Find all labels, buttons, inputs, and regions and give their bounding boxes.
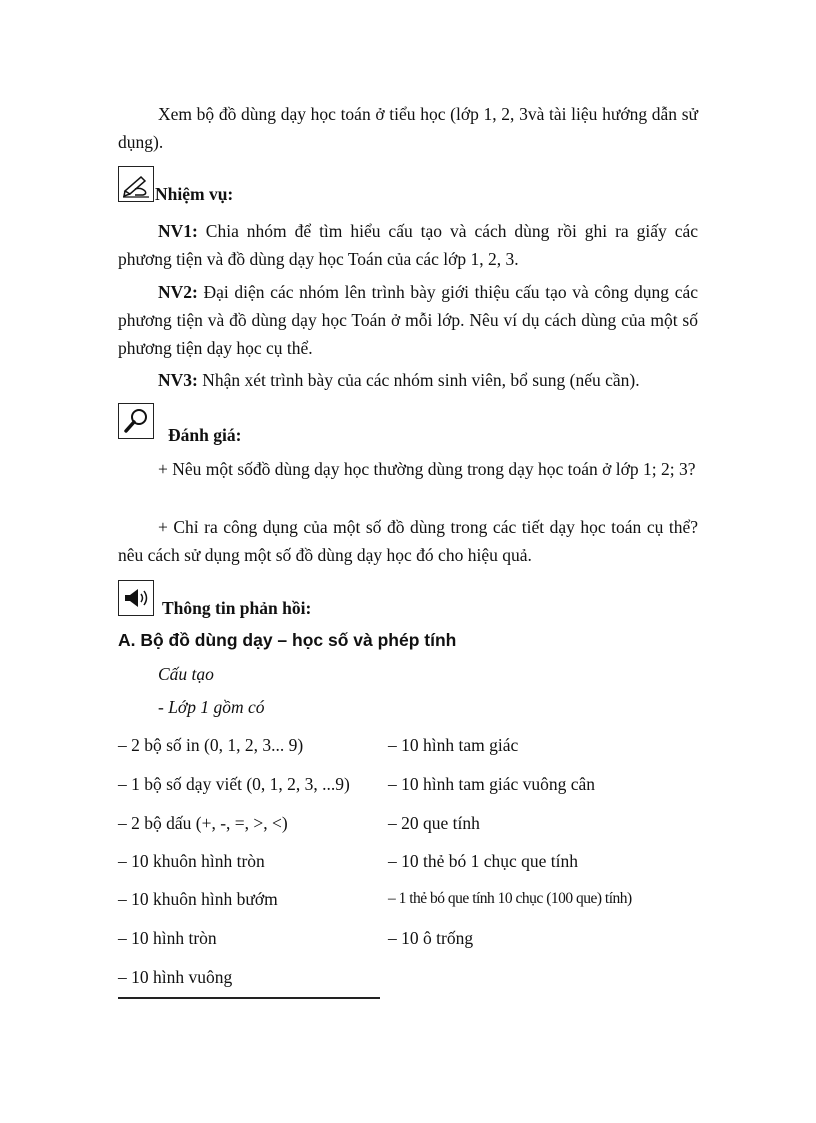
- magnifier-glyph: [121, 406, 151, 436]
- task-heading: Nhiệm vụ:: [155, 184, 234, 204]
- list-item: – 10 thẻ bó 1 chục que tính: [388, 851, 579, 871]
- list-item: – 1 bộ số dạy viết (0, 1, 2, 3, ...9): [118, 774, 350, 794]
- list-item: – 2 bộ dấu (+, -, =, >, <): [118, 813, 288, 833]
- magnifier-icon: [118, 403, 154, 439]
- pen-hand-icon: [118, 166, 154, 202]
- pen-hand-glyph: [121, 169, 151, 199]
- list-item: – 10 khuôn hình tròn: [118, 851, 265, 871]
- footnote-divider: [118, 997, 380, 999]
- grade1-label: - Lớp 1 gồm có: [158, 697, 265, 717]
- list-item: – 20 que tính: [388, 813, 480, 833]
- structure-label: Cấu tạo: [158, 664, 214, 684]
- list-item: – 10 hình tam giác vuông cân: [388, 774, 596, 794]
- list-item: – 2 bộ số in (0, 1, 2, 3... 9): [118, 735, 304, 755]
- list-item: – 1 thẻ bó que tính 10 chục (100 que) tính): [388, 890, 632, 907]
- task-item-label: NV2:: [158, 282, 198, 302]
- intro-paragraph: Xem bộ đồ dùng dạy học toán ở tiểu học (lớp 1, 2, 3và tài liệu hướng dẫn sử dụng).: [118, 104, 698, 152]
- feedback-heading: Thông tin phản hồi:: [162, 598, 312, 618]
- task-item-nv3: [118, 366, 698, 394]
- task-item-label: NV3:: [158, 370, 198, 390]
- evaluation-heading: Đánh giá:: [168, 425, 242, 445]
- task-item-label: NV1:: [158, 221, 198, 241]
- list-item: – 10 hình vuông: [118, 967, 233, 987]
- list-item: – 10 ô trống: [388, 928, 474, 948]
- evaluation-question-2: + Chỉ ra công dụng của một số đồ dùng trong các tiết dạy học toán cụ thể? nêu cách sử dụng một số đồ dùng dạy học đó cho hiệu quả.: [118, 517, 698, 565]
- list-item: – 10 hình tam giác: [388, 735, 519, 755]
- section-a-title: A. Bộ đồ dùng dạy – học số và phép tính: [118, 630, 457, 650]
- task-item-text: Chia nhóm để tìm hiểu cấu tạo và cách dùng rồi ghi ra giấy các phương tiện và đồ dùng dạy học Toán của các lớp 1, 2, 3.: [118, 221, 698, 269]
- list-item: – 10 hình tròn: [118, 928, 217, 948]
- task-item-nv2: [118, 278, 698, 362]
- task-item-text: Đại diện các nhóm lên trình bày giới thiệu cấu tạo và công dụng các phương tiện và đồ dùng dạy học Toán ở mỗi lớp. Nêu ví dụ cách dùng của một số phương tiện dạy học cụ thể.: [118, 282, 698, 358]
- list-item: – 10 khuôn hình bướm: [118, 889, 278, 909]
- task-item-nv1: [118, 217, 698, 273]
- megaphone-glyph: [121, 583, 151, 613]
- task-item-text: Nhận xét trình bày của các nhóm sinh viên, bổ sung (nếu cần).: [197, 370, 640, 390]
- evaluation-question-1: + Nêu một sốđồ dùng dạy học thường dùng trong dạy học toán ở lớp 1; 2; 3?: [158, 459, 696, 479]
- megaphone-icon: [118, 580, 154, 616]
